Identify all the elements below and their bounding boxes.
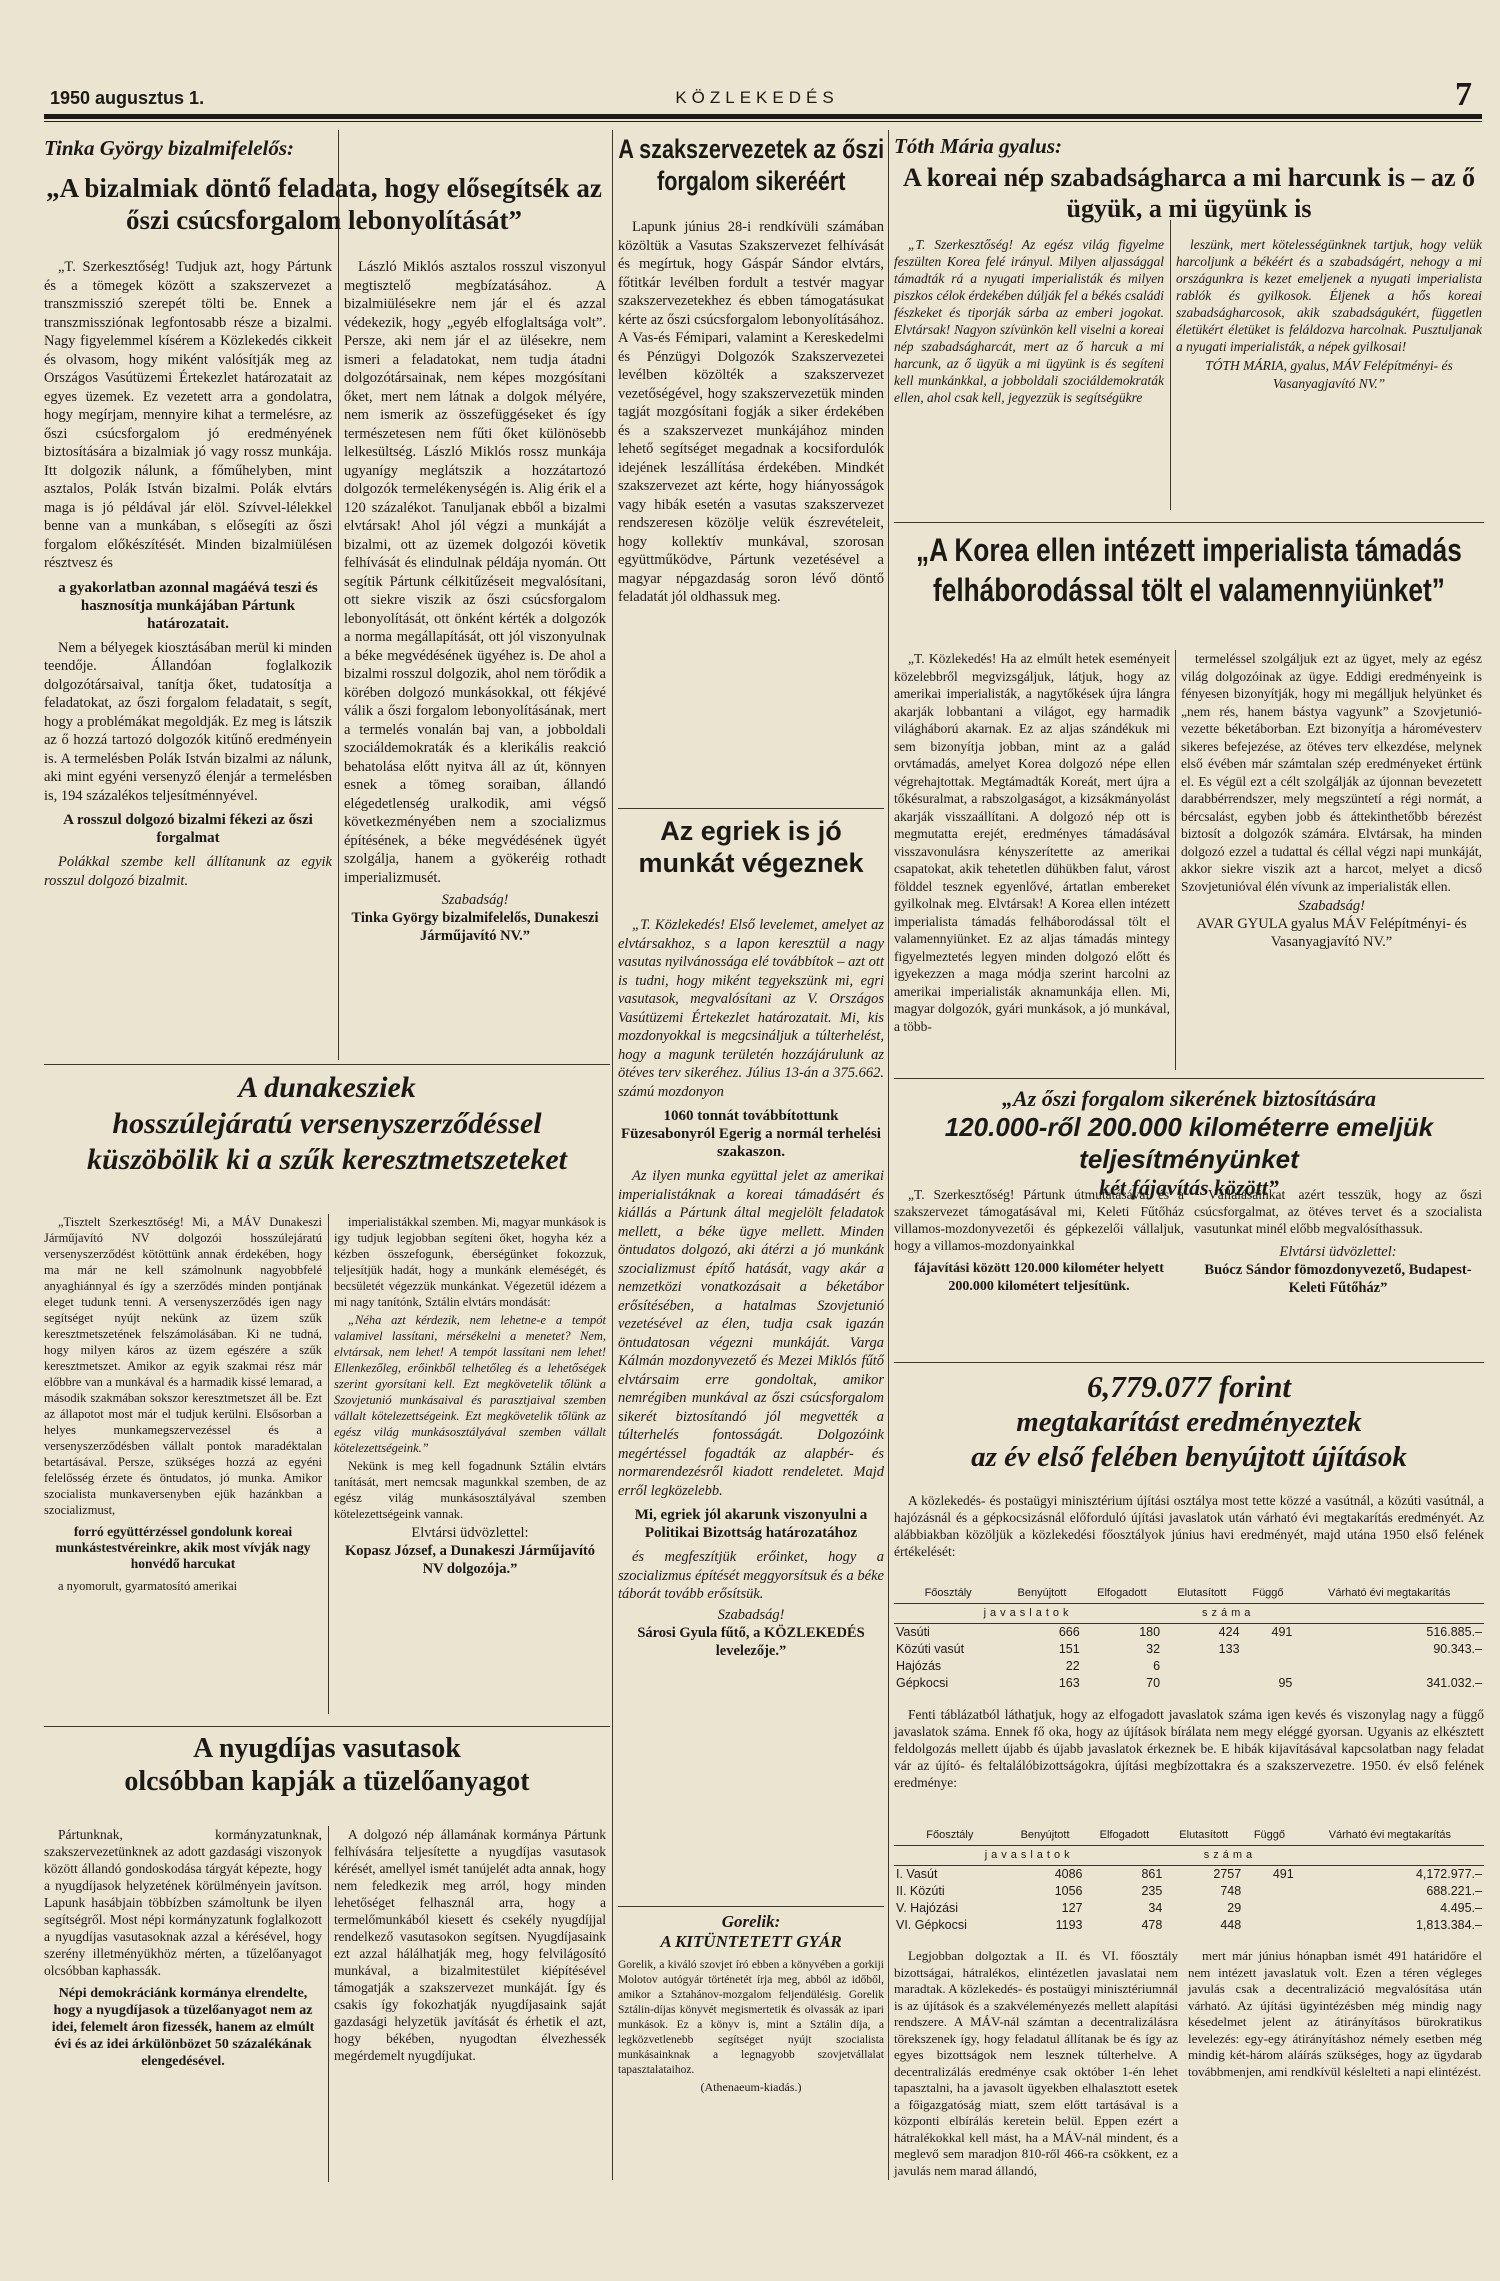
article-signature: Sárosi Gyula fűtő, a KÖZLEKEDÉS levelezője.” xyxy=(637,1624,865,1659)
article-paragraph: leszünk, mert kötelességünknek tartjuk, hogy velük harcoljunk a békéért és a szabadságért, nehogy a mi országunkra is kezet emeljenek a nyugati imperialista rablók és gyilkosok. Éljenek a hős koreai szabadságharcosok, akik szabadságukért, független életükért életüket is feláldozva harcolnak. Pusztuljanak a nyugati imperialisták, a népek gyilkosai! xyxy=(1176,237,1482,354)
table-cell: 4.495.– xyxy=(1440,1901,1482,1915)
article-paragraph: A közlekedés- és postaügyi minisztérium újítási osztálya most tette közzé a vasútnál, a közúti vasútnál, a hajózásnál és a gépkocsizásnál előforduló újítási javaslatok után várható évi megtakarítás eredményét. Az alábbiakban közöljük a közlekedési főosztályok június havi eredményét, majd utána 1950 első felének értékelését: xyxy=(894,1493,1484,1559)
table-cell: 1,813.384.– xyxy=(1415,1918,1482,1932)
table-cell xyxy=(1243,1917,1295,1934)
article-headline-line: A nyugdíjas vasutasok xyxy=(193,1733,461,1764)
table-caption: száma xyxy=(1164,1846,1295,1866)
table-row xyxy=(894,1883,1484,1900)
article-bizalmiak-col2 xyxy=(344,258,606,1058)
article-headline-line: A dunakesziek xyxy=(238,1071,416,1104)
article-paragraph: Nem a bélyegek kiosztásában merül ki minden teendője. Állandóan foglalkozik dolgozótársaival, tanítja őket, tudatosítja a feladatokat, az őszi forgalom feladatait, s segít, hogy a problémákat megoldják. Ez meg is látszik az ő hozzá tartozó dolgozók kitűnő eredményein is. A termelésben Polák István bizalmi az nálunk, aki mint egyéni versenyző élenjár a termelésben is, 194 százalékos teljesítménnyével. xyxy=(44,639,332,804)
table-cell: 34 xyxy=(1148,1901,1163,1915)
table-cell: 133 xyxy=(1218,1642,1240,1656)
table-header: Főosztály xyxy=(894,1584,1002,1604)
table-cell: 90.343.– xyxy=(1433,1642,1482,1656)
article-paragraph: és megfeszítjük erőinket, hogy a szocializmus építését meggyorsítsuk és a béke táborát tovább erősítsük. xyxy=(618,1549,884,1602)
table-caption: javaslatok xyxy=(894,1604,1162,1624)
section-rule xyxy=(894,522,1484,523)
article-paragraph: „T. Szerkesztőség! Az egész világ figyelme feszülten Korea felé irányul. Milyen aljassággal támadták rá a nyugati imperialisták és milyen piszkos célok érdekében dúlják fel a békés családi fészkeket és tiporják sárba az emberi jogokat. Elvtársak! Nagyon szívünkön kell viselni a koreai nép szabadságharcát, mert az ő harcuk a mi harcunk, az ő ügyük a mi ügyünk is és segíteni kell munkánkkal, a jobboldali szociáldemokraták ellen, ahol csak kell, jegyezzük is segítségükre xyxy=(894,237,1164,405)
table-header-row xyxy=(894,1826,1484,1846)
table-header: Benyújtott xyxy=(1002,1584,1081,1604)
section-rule xyxy=(894,1362,1484,1363)
book-review-gorelik xyxy=(618,1912,884,2184)
article-headline-line: megtakarítást eredményeztek xyxy=(1016,1406,1362,1439)
article-koreai-heading xyxy=(894,134,1484,234)
article-paragraph: „Tisztelt Szerkesztőség! Mi, a MÁV Dunakeszi Járműjavító NV dolgozói hosszúlejáratú versenyszerződést kötöttünk annak érdekében, hogy ma már ne kell számolnunk nagyobbfelé anyaghiánnyal és így a szerződés minden pontjának eleget tudunk tenni. A versenyszerződés igen nagy segítséget nyújt nekünk az üzem szűk keresztmetszetének felszámolásában. Ki ne tudná, hogy milyen káros az üzem egészére a szűk keresztmetszet. Amikor az egyik szakmai rész már előbbre van a munkával és a harmadik kissé lemarad, a második szakmában sokszor keresztmetszet áll be. Ezt az állapotot most már el tudjuk kerülni. Elsősorban a helyes munkamegszervezéssel és a versenyszerződésben vállalt pontok maradéktalan betartásával. Persze, szükséges hozzá az egyéni felelősség érzete és öntudatos, jó munka. Amikor szocialista munkaversenyben ejük hazánkban a szocializmust, xyxy=(44,1215,322,1517)
section-rule xyxy=(44,1726,610,1727)
article-paragraph: Az ilyen munka együttal jelet az amerikai imperialistáknak a koreai támadásért és kiállás a Pártunk által megjelölt feladatok mellett, a béke ügye mellett. Minden öntudatos dolgozó, aki átérzi a jó munkánk szocializmust építő hatását, vagy akár a nemzetközi vonatkozásait a béketábor erősítésében, a hatalmas Szovjetunió vezetésével az élen, tudja csak igazán öntudatosan végezni munkáját. Varga Kálmán mozdonyvezető és Mezei Miklós fűtő elvtársaim erre gondoltak, amikor nemrégiben munkával az őszi csúcsforgalom sikerét biztosítandó jól megvették a túlterhelés fontosságát. Dolgozóink megértéssel fogadták az alapbér- és normarendezésről kiadott rendeletet. Majd erről legközelebb. xyxy=(618,1168,884,1499)
table-caption: javaslatok xyxy=(894,1846,1164,1866)
section-rule xyxy=(618,1906,884,1907)
data-table xyxy=(894,1826,1484,1934)
article-ujitasok-intro xyxy=(894,1492,1484,1582)
article-ujitasok-mid xyxy=(894,1706,1484,1824)
article-greeting: Elvtársi üdvözlettel: xyxy=(1279,1244,1397,1260)
table-cell: 748 xyxy=(1220,1884,1242,1898)
table-header: Várható évi megtakarítás xyxy=(1294,1584,1484,1604)
article-headline-line: 6,779.077 forint xyxy=(1086,1369,1292,1404)
table-cell xyxy=(1162,1675,1241,1692)
issue-date: 1950 augusztus 1. xyxy=(50,88,205,108)
table-cell: 29 xyxy=(1227,1901,1242,1915)
article-paragraph: Nekünk is meg kell fogadnunk Sztálin elvtárs tanítását, mert nemcsak magunkkal szemben, de az egész világ munkásosztályával szemben kötelezettségeink vannak. xyxy=(334,1459,606,1521)
article-subheading: a gyakorlatban azonnal magáévá teszi és hasznosítja munkájában Pártunk határozatait. xyxy=(58,579,318,632)
table-cell: 424 xyxy=(1218,1625,1240,1639)
table-cell: 235 xyxy=(1141,1884,1163,1898)
table-cell xyxy=(1242,1641,1295,1658)
table-cell: 666 xyxy=(1058,1625,1080,1639)
article-headline-line: 120.000-ről 200.000 kilométerre emeljük teljesítményünket xyxy=(944,1112,1434,1174)
table-header: Elutasított xyxy=(1164,1826,1243,1846)
table-cell xyxy=(1243,1883,1295,1900)
column-rule xyxy=(338,130,339,1060)
article-headline-line: „Az őszi forgalom sikerének biztosítására xyxy=(1001,1086,1377,1111)
article-signature: AVAR GYULA gyalus MÁV Felépítményi- és Vasanyagjavító NV.” xyxy=(1196,916,1467,950)
article-paragraph: Fenti táblázatból láthatjuk, hogy az elfogadott javaslatok száma igen kevés és viszonylag nagy a függő javaslatok száma. Ennek fő oka, hogy az újítások bírálata nem megy eléggé gyorsan. Ugyanis az elkésztett feldolgozás mellett újabb és újabb javaslatok érkeznek be. E hibák kijavításával kapcsolatban nagy feladat vár az újító- és feltalálóbizottságokra, újítási megbízottakra és a szakszervezetre. 1950. év első felének eredménye: xyxy=(894,1707,1484,1790)
table-cell: II. Közúti xyxy=(896,1884,945,1898)
table-cell: 1193 xyxy=(1055,1918,1083,1932)
article-signature: Buócz Sándor fömozdonyvezető, Budapest-Keleti Fűtőház” xyxy=(1204,1262,1472,1296)
table-header: Függő xyxy=(1243,1826,1295,1846)
table-cell: VI. Gépkocsi xyxy=(896,1918,967,1932)
table-header: Elfogadott xyxy=(1085,1826,1165,1846)
article-signature: Kopasz József, a Dunakeszi Járműjavító NV dolgozója.” xyxy=(344,1543,596,1577)
table-cell: 22 xyxy=(1065,1659,1080,1673)
article-kicker: Tóth Mária gyalus: xyxy=(894,134,1063,158)
article-paragraph: Pártunknak, kormányzatunknak, szakszervezetünknek az adott gazdasági viszonyok között állandó gondoskodása tárgyát képezte, hogy a nyugdíjasok helyzetének körülményein javítson. Lapunk hasábjain többízben számoltunk be ilyen segítségről. Most népi kormányzatunk foglalkozott a nyugdíjas vasutasoknak azzal a kérésével, hogy szerény illetményükhöz mérten, a tűzelőanyagot olcsóbban kaphassák. xyxy=(44,1827,322,1978)
table-cell: 491 xyxy=(1271,1625,1293,1639)
article-signature: Tinka György bizalmifelelős, Dunakeszi Járműjavító NV.” xyxy=(351,910,599,944)
masthead-rule xyxy=(44,114,1482,119)
article-korea-ellen-heading xyxy=(894,530,1484,646)
section-rule xyxy=(894,1078,1484,1079)
article-paragraph: „T. Szerkesztőség! Pártunk útmutatásával és a szakszervezet támogatásával mi, Keleti Fűtőház villamos-mozdonyvezetői és gépkezelői vállaljuk, hogy a villamos-mozdonyainkkal xyxy=(894,1187,1184,1253)
article-greeting: Szabadság! xyxy=(1298,898,1365,914)
table-cell: 491 xyxy=(1272,1867,1294,1881)
table-cell xyxy=(1294,1658,1484,1675)
table-cell: 127 xyxy=(1061,1901,1083,1915)
table-cell: 4086 xyxy=(1054,1867,1083,1881)
book-review-text: Gorelik, a kiváló szovjet író ebben a könyvében a gorkiji Molotov autógyár történetét írja meg, abból az időből, amikor a Sztahánov-mozgalom feljendülésig. Gorelik Sztálin-díjas könyvét megismertetik és olvassák az ipari munkások. Ez a könyv is, mint a Sztálin díja, a legközvetlenebb segítséget nyújt szocialista munkásainknak a legnagyobb szovjetvállalat tapasztalataihoz. xyxy=(618,1959,884,2076)
table-cell xyxy=(1242,1658,1295,1675)
column-rule xyxy=(1175,650,1176,1070)
article-headline: Az egriek is jó munkát végeznek xyxy=(638,816,864,878)
article-ujitasok-end-col2 xyxy=(1188,1948,1482,2184)
table-cell: 6 xyxy=(1153,1659,1161,1673)
article-nyugdijas-col2 xyxy=(334,1826,606,2186)
article-bizalmiak-heading xyxy=(44,136,604,256)
article-paragraph: László Miklós asztalos rosszul viszonyul megtisztelő megbízatásához. A bizalmiülésekre nem jár el és azzal védekezik, hogy „egyéb elfoglaltsága volt”. Persze, aki nem jár el az ülésekre, nem ismeri a feladatokat, nem tudja átadni dolgozótársainak, nem képes mozgósítani őket, mert nem látnak a dolgok mélyére, nem ismerik az összefüggéseket és így természetesen nem fűti őket különösebb lelkesültség. László Miklós rossz munkája ugyanígy meglátszik a hozzátartozó dolgozók termelékenységén is. Alig érik el a 120 százalékot. Tanuljanak ebből a bizalmi elvtársak! Ahol jól végzi a munkáját a bizalmi, ott az üzemek dolgozói követik felhívását és elindulnak példája nyomán. Ott segítik Pártunk célkitűzéseit megvalósítani, ott siekre viszik az őszi csúcsforgalom lebonyolítását, ott önként kérték a dolgozók a norma megállapítását, ott jól viszonyulnak a béke megvédésének ügyéhez is. De ahol a bizalmi rosszul dolgozik, ahol nem törődik a körében dolgozó munkásokkal, ott fékjévé válik a őszi forgalom lebonyolításának, mert a termelés vonalán baj van, a jobboldali szociáldemokraták és a klerikális reakció behatolása előtt nyitva áll az út, könnyen esnek a tömeg soraiban, állandó elégedetlenség uralkodik, ami végső következményében nem a szocializmus építésének, a béke megvédésének ügyét szolgálja, hanem a gyökeréig rothadt imperializmusét. xyxy=(344,259,606,886)
article-subheading: Népi demokráciánk kormánya elrendelte, hogy a nyugdíjasok a tüzelőanyagot nem az idei, felemelt áron fizessék, hanem az elmúlt évi és az idei árkülönbözet 50 százalékának elengedésével. xyxy=(51,1986,315,2069)
table-cell: 341.032.– xyxy=(1426,1676,1482,1690)
article-dunakesziek-heading xyxy=(44,1070,610,1210)
article-paragraph: „T. Szerkesztőség! Tudjuk azt, hogy Pártunk és a tömegek között a szakszervezet a transzmisszió szerepét tölti be. Ennek a transzmissziónak legfontosabb része a bizalmi. Nagy figyelemmel kísérem a Közlekedés cikkeit és olvasom, hogy miként valósítják meg az Országos Vasútüzemi Értekezlet határozatait az egyes üzemek. Ez vezetett arra a gondolatra, hogy megírjam, mennyire kihat a termelésre, az őszi csúcsforgalom jó eredményének biztosítására a bizalmiak jó vagy rossz munkája. Itt dolgozik nálunk, a főműhelyben, mint asztalos, Polák István bizalmi. Polák elvtárs maga is jó példával jár elöl. Szívvel-lélekkel benne van a munkában, s elősegíti az őszi forgalom előkészítését. Minden bizalmiülésen résztvesz és xyxy=(44,259,332,571)
table-cell: 151 xyxy=(1058,1642,1080,1656)
table-cell: 4,172.977.– xyxy=(1415,1867,1482,1881)
table-row xyxy=(894,1675,1484,1692)
table-header: Várható évi megtakarítás xyxy=(1296,1826,1484,1846)
article-keleti-col1 xyxy=(894,1186,1184,1356)
article-szakszervezetek-heading xyxy=(618,134,884,224)
table-row xyxy=(894,1641,1484,1658)
article-keleti-heading xyxy=(894,1086,1484,1200)
table-header: Főosztály xyxy=(894,1826,1006,1846)
article-egriek-heading xyxy=(618,816,884,916)
table-cell: Gépkocsi xyxy=(896,1676,949,1690)
article-korea-ellen-col1 xyxy=(894,650,1170,1070)
table-body xyxy=(894,1624,1484,1693)
table-body xyxy=(894,1866,1484,1935)
newspaper-title: KÖZLEKEDÉS xyxy=(675,88,839,107)
table-caption-row xyxy=(894,1604,1484,1624)
table-cell xyxy=(1162,1658,1241,1675)
table-row xyxy=(894,1900,1484,1917)
table-cell: 688.221.– xyxy=(1426,1884,1482,1898)
article-paragraph: „T. Közlekedés! Ha az elmúlt hetek eseményeit közelebbről megvizsgáljuk, látjuk, hogy az amerikai imperialisták, a nagytőkések újra lángra akarják lobbantani a világot, egy harmadik világháború akarnak. Ez az aljas szándékuk mi sem bizonyítja jobban, mint az a galád orvtámadás, amelyet Korea dolgozó népe ellen végrehajtottak. Megtámadták Koreát, mert újra a tőkésuralmat, a rabszolgaságot, a kizsákmányolást akarják visszaállítani. A dolgozó nép ott is megmutatta erejét, eredményes támadásával visszavonulásra kényszerítette az amerikai csapatokat, akik tehetetlen dühükben falut, várost földdel tesznek egyenlővé, ártatlan embereket gyilkolnak meg. Elvtársak! A Korea ellen intézett imperialista támadás felháborodással tölt el valamennyiünket. Ez az aljas támadás mintegy figyelmeztetés legyen minden dolgozó előtt és igyekezzen a maga módja szerint harcolni az amerikai imperialisták aknamunkája ellen. Mi, magyar dolgozók, gyári munkások, a jó munkával, a több- xyxy=(894,651,1170,1034)
table-half-year-results xyxy=(894,1826,1484,1946)
article-paragraph: Vállalásainkat azért tesszük, hogy az őszi csúcsforgalmat, az ötéves tervet és a szocialista vasutunkat minél előbb megvalósíthassuk. xyxy=(1194,1187,1482,1236)
article-bizalmiak-col1 xyxy=(44,258,332,1058)
table-header: Függő xyxy=(1242,1584,1295,1604)
book-author: Gorelik: xyxy=(721,1912,781,1931)
table-cell: I. Vasút xyxy=(896,1867,938,1881)
article-ujitasok-end-col1 xyxy=(894,1948,1178,2184)
table-row xyxy=(894,1624,1484,1642)
column-rule xyxy=(1170,220,1171,510)
article-greeting: Szabadság! xyxy=(441,892,509,908)
article-paragraph: A dolgozó nép államának kormánya Pártunk felhívására teljesítette a nyugdíjas vasutasok kérését, amellyel ismét tanújelét adta annak, hogy nem feledkezik meg arról, hogy minden lehetőséget felhasznál arra, hogy a termelőmunkából kiesett és csekély nyugdíjjal rendelkező vasutasokon segítsen. Nyugdíjasaink ezt azzal hálálhatják meg, hogy felvilágosító munkával, a bizalmitestület kiépítésével támogatják a szakszervezet munkáját. Így és csakis így fokozhatják nyugdíjasaink saját gazdasági helyzetük javítását és érhetik el azt, hogy békében, nyugodtan élvezhessék megérdemelt nyugdíjukat. xyxy=(334,1827,606,2063)
table-cell: 163 xyxy=(1058,1676,1080,1690)
table-cell: 70 xyxy=(1146,1676,1161,1690)
article-paragraph: „T. Közlekedés! Első levelemet, amelyet az elvtársakhoz, s a lapon keresztül a nagy vasutas nyilvánossága elé továbbítok – azt ott is tudni, hogy miként tegyekszünk mi, egri vasutasok, megvalósítani az V. Országos Vasútüzemi Értekezlet határozatait. Mi, kis mozdonyokkal is megcsináljuk a túlterhelést, hogy a magunk területén hozzájárulunk az ötéves terv sikeréhez. Július 13-án a 375.662. számú mozdonyon xyxy=(618,917,884,1100)
section-rule xyxy=(44,1064,610,1065)
table-header: Elutasított xyxy=(1162,1584,1241,1604)
table-cell: 2757 xyxy=(1213,1867,1242,1881)
table-cell: 1056 xyxy=(1054,1884,1083,1898)
table-cell: 95 xyxy=(1278,1676,1293,1690)
page-number: 7 xyxy=(1455,76,1472,113)
article-headline-line: két fájavítás között” xyxy=(1099,1174,1279,1200)
article-nyugdijas-col1 xyxy=(44,1826,322,2186)
table-caption-row xyxy=(894,1846,1484,1866)
masthead-rule-thin xyxy=(44,121,1482,122)
table-row xyxy=(894,1866,1484,1884)
table-cell: 32 xyxy=(1146,1642,1161,1656)
book-title: A KITÜNTETETT GYÁR xyxy=(660,1932,842,1951)
table-cell: 180 xyxy=(1139,1625,1161,1639)
table-header-row xyxy=(894,1584,1484,1604)
article-quote: „Néha azt kérdezik, nem lehetne-e a tempót valamivel lassítani, mérsékelni a menetet? Nem, elvtársak, nem lehet! A tempót lassítani nem lehet! Ellenkezőleg, erőinkből telhetőleg és a lehetőségek szerint gyorsítani kell. Ezt megkövetelik tőlünk a Szovjetunió munkásaival és parasztjaival szemben vállalt kötelezettségeink. Ezt megkövetelik tőlünk az egész világ munkásosztályával szemben vállalt kötelezettségeink.” xyxy=(334,1313,606,1455)
table-caption: száma xyxy=(1162,1604,1294,1624)
column-rule xyxy=(328,1214,329,1714)
article-paragraph: a nyomorult, gyarmatosító amerikai xyxy=(58,1579,238,1593)
article-ujitasok-heading xyxy=(894,1368,1484,1488)
article-paragraph: Legjobban dolgoztak a II. és VI. főosztály bizottságai, hátralékos, elintézetlen javaslatai nem maradtak. A közlekedés- és postaügyi minisztériumnál is az újítások és a szakvéleményezés mellett alapítási rendszere. A MÁV-nál számtan a decentralizálásra törekszenek így, hogy feladatul állítanak be és így az egyes bizottságok nem lesznek túlterhelve. A decentralizálás eredménye csak október 1-én lehet tapasztalni, ha a javasolt ügyekben elhalasztott esetek a főigazgatóság miatt, szem előtt tartásával is a központi elbírálás keretein belül. Eppen ezért a hátralékokkal kell mást, ha a MÁV-nál mindent, és a meglevő sem maradjon 810-ről 466-ra csökkent, ez a javulás nem marad állandó, xyxy=(894,1948,1178,2178)
article-subheading: 1060 tonnát továbbítottunk Füzesabonyról Egerig a normál terhelési szakaszon. xyxy=(621,1108,881,1160)
column-rule xyxy=(888,130,889,2180)
table-cell: 478 xyxy=(1141,1918,1163,1932)
table-cell: Vasúti xyxy=(896,1625,930,1639)
article-korea-ellen-col2 xyxy=(1181,650,1482,1070)
article-greeting: Szabadság! xyxy=(717,1606,785,1623)
article-subheading: A rosszul dolgozó bizalmi fékezi az őszi forgalmat xyxy=(63,812,313,846)
article-dunakesziek-col1 xyxy=(44,1214,322,1724)
article-headline-line: olcsóbban kapják a tüzelőanyagot xyxy=(124,1766,530,1798)
article-paragraph: Lapunk június 28-i rendkívüli számában közöltük a Vasutas Szakszervezet felhívását és megírtuk, hogy Gáspár Sándor elvtárs, főtitkár levélben fordult a testvér magyar szakszervezetekhez és ebben támogatásukat kérte az őszi csúcsforgalom lebonyolításához. A Vas-és Fémipari, valamint a Kereskedelmi és Pénzügyi Dolgozók Szakszervezetei levélben közölték a szakszervezet vezetőségével, hogy szakszervezetük minden tagját mozgósítani fogják a siker érdekében és a szakszervezet munkájához minden lehető segítséget megadnak a kocsifordulók idejének leszállítása érdekében. Mindkét szakszervezet azt kérte, hogy hiányosságok vagy hibák esetén a vasutas szakszervezet rendszeresen közölje velük észrevételeit, hogy kollektív munkával, szorosan együttműködve, Pártunk vezetésével a magyar népgazdaság soron lévő döntő feladatát jól oldhassuk meg. xyxy=(618,219,884,605)
article-signature: TÓTH MÁRIA, gyalus, MÁV Felépítményi- és Vasanyagjavító NV.” xyxy=(1205,358,1453,391)
article-headline-line: hosszúlejáratú versenyszerződéssel xyxy=(112,1107,542,1140)
article-kicker: Tinka György bizalmifelelős: xyxy=(44,136,295,160)
column-rule xyxy=(328,1826,329,2182)
table-cell: 516.885.– xyxy=(1426,1625,1482,1639)
article-headline-line: az év első felében benyújtott újítások xyxy=(971,1440,1407,1473)
table-cell: Közúti vasút xyxy=(896,1642,965,1656)
column-rule xyxy=(612,130,613,2180)
article-paragraph: Polákkal szembe kell állítanunk az egyik rosszul dolgozó bizalmit. xyxy=(44,854,332,889)
table-cell: V. Hajózási xyxy=(896,1901,959,1915)
table-row xyxy=(894,1917,1484,1934)
table-cell: 861 xyxy=(1141,1867,1163,1881)
article-headline: A koreai nép szabadságharca a mi harcunk is – az ő ügyük, a mi ügyünk is xyxy=(902,163,1476,223)
table-cell xyxy=(1243,1900,1295,1917)
article-headline: „A Korea ellen intézett imperialista támadás felháborodással tölt el valamennyiünket” xyxy=(916,532,1462,608)
table-header: Elfogadott xyxy=(1082,1584,1162,1604)
article-keleti-col2 xyxy=(1194,1186,1482,1356)
article-headline-line: küszöbölik ki a szűk keresztmetszeteket xyxy=(86,1143,567,1176)
article-subheading: forró együttérzéssel gondolunk koreai munkástestvéreinkre, akik most vívják nagy honvédő harcukat xyxy=(55,1524,311,1571)
data-table xyxy=(894,1584,1484,1692)
article-paragraph: imperialistákkal szemben. Mi, magyar munkások is igy tudjuk legjobban segíteni őket, hogyha kéz a kézben összefogunk, éberségünket fokozzuk, teljesítjük hadát, hogy a munkánk eleméségét, és becsületét végezzük munkánkat. Végezetül idézem a mi nagy tanítónk, Sztálin elvtárs mondását: xyxy=(334,1215,606,1309)
article-greeting: Elvtársi üdvözlettel: xyxy=(411,1525,529,1541)
table-cell: 448 xyxy=(1220,1918,1242,1932)
article-headline: „A bizalmiak döntő feladata, hogy elősegítsék az őszi csúcsforgalom lebonyolítását” xyxy=(46,173,602,235)
article-szakszervezetek-body xyxy=(618,218,884,803)
article-paragraph: termeléssel szolgáljuk ezt az ügyet, mely az egész világ dolgozóinak az ügye. Eddigi eredményeink is fényesen bizonyítják, hogy mi megálljuk helyünket és „nem rés, hanem bástya vagyunk” a Szovjetunió-vezette béketáborban. Ezt bizonyítja a háromévesterv sikeres befejezése, az ötéves terv elkezdése, melynek első évében már számtalan szép eredményeket értünk el. Es végül ezt a célt szolgálják az újonnan bevezetett darabbérrendszer, mely megszüntetí a régi normát, a bércsalást, egyben jobb és áttekinthetőbb bérezést biztosít a dolgozók számára. Elvtársak, ha minden dolgozó ezzel a tudattal és céllal végzi napi munkáját, akkor siekre viszik azt a harcot, melyet a dicső Szovjetunióval élén vívunk az imperialisták ellen. xyxy=(1181,651,1482,894)
book-publisher: (Athenaeum-kiadás.) xyxy=(700,2080,802,2094)
article-subheading: Mi, egriek jól akarunk viszonyulni a Politikai Bizottság határozatához xyxy=(634,1507,868,1541)
masthead xyxy=(32,78,1482,118)
table-header: Benyújtott xyxy=(1006,1826,1085,1846)
article-headline: A szakszervezetek az őszi forgalom sikeréért xyxy=(618,134,884,196)
article-koreai-col2 xyxy=(1176,236,1482,516)
article-egriek-body xyxy=(618,916,884,1901)
article-nyugdijas-heading xyxy=(44,1732,610,1822)
article-subheading: fájavítási között 120.000 kilométer helyett 200.000 kilométert teljesítünk. xyxy=(914,1261,1164,1294)
section-rule xyxy=(618,808,884,809)
table-cell: Hajózás xyxy=(896,1659,942,1673)
article-dunakesziek-col2 xyxy=(334,1214,606,1724)
article-paragraph: mert már június hónapban ismét 491 határidőre el nem intézett javaslatuk volt. Ezen a téren végleges javulás csak a decentralizáció megvalósítása után várható. Az újítási ügyintézésben még mindig nagy késedelmet jelent az átirányításos bürokratikus levelezés: egy-egy átirányításhoz némely esetben még mindig két-három aláírás szükséges, hogy az ügydarab továbbmenjen, ami rendkívül késlelteti a napi elintézést. xyxy=(1188,1948,1482,2079)
table-june-results xyxy=(894,1584,1484,1704)
article-koreai-col1 xyxy=(894,236,1164,516)
table-row xyxy=(894,1658,1484,1675)
